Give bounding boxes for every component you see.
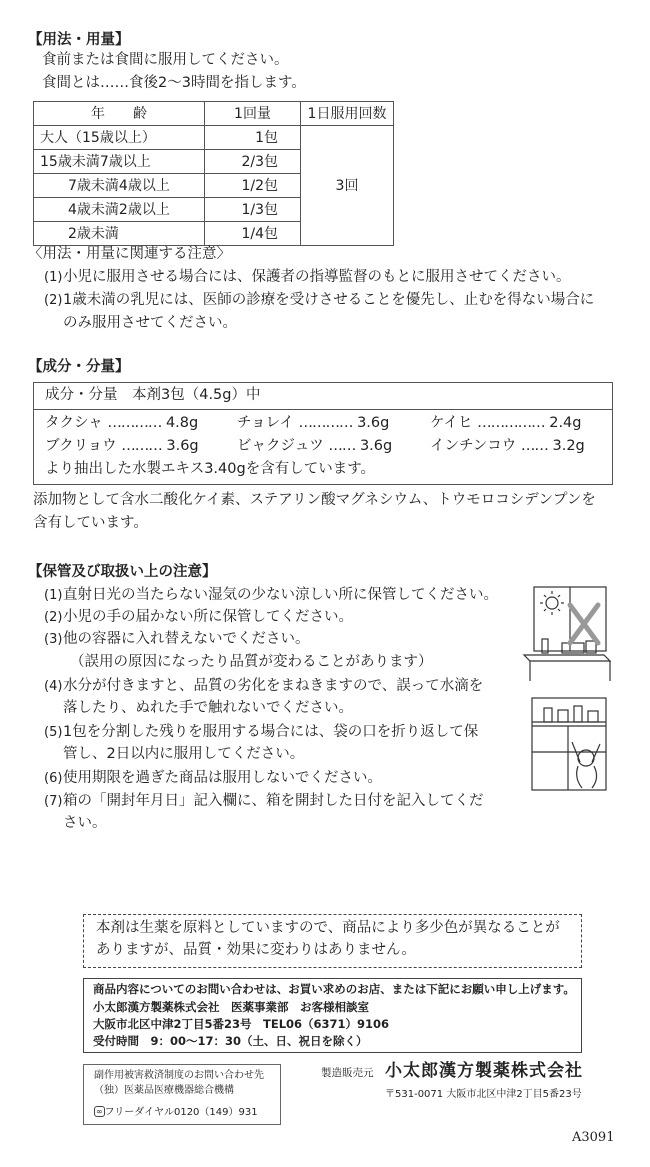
ingredient-amount: 3.6g	[357, 415, 390, 431]
ingredient-name: ビャクジュツ	[237, 438, 324, 454]
relief-system-box	[83, 1064, 281, 1125]
caution-item-2	[44, 290, 594, 312]
ingredient-name: インチンコウ	[430, 438, 517, 454]
storage-text: 箱の「開封年月日」記入欄に、箱を開封した日付を記入してくだ	[63, 793, 484, 809]
notice-line-2: ありますが、品質・効果に変わりはありません。	[96, 942, 416, 958]
ingredient-name: ブクリョウ	[45, 438, 117, 454]
ingredient-item	[237, 412, 389, 435]
sun-icon	[546, 597, 558, 609]
dose-cell: 1/3包	[205, 198, 301, 222]
age-cell: 2歳未満	[34, 222, 205, 246]
storage-heading: 【保管及び取扱い上の注意】	[28, 564, 217, 580]
times-header: 1日服用回数	[301, 102, 394, 126]
caution-text: 小児に服用させる場合には、保護者の指導監督のもとに服用させてください。	[63, 269, 571, 285]
table-row	[34, 126, 394, 150]
storage-num: (5)	[44, 725, 63, 740]
times-cell: 3回	[301, 126, 394, 246]
caution-heading: 〈用法・用量に関連する注意〉	[28, 246, 231, 262]
storage-text-cont: 落したり、ぬれた手で触れないでください。	[63, 700, 353, 716]
ingredient-amount: 3.6g	[359, 438, 393, 454]
storage-text: 1包を分割した残りを服用する場合には、袋の口を折り返して保	[63, 724, 479, 740]
ingredient-dots: …………	[107, 415, 162, 431]
document-code: A3091	[572, 1130, 615, 1145]
ingredients-title-box	[33, 382, 613, 410]
ingredient-item	[237, 435, 392, 458]
relief-line-1: 副作用被害救済制度のお問い合わせ先	[94, 1070, 264, 1081]
storage-text-cont: （誤用の原因になったり品質が変わることがあります）	[70, 654, 433, 670]
maker-address: 〒531-0071 大阪市北区中津2丁目5番23号	[385, 1089, 582, 1100]
storage-text: 直射日光の当たらない湿気の少ない涼しい所に保管してください。	[63, 587, 498, 603]
ingredients-box-title: 成分・分量 本剤3包（4.5g）中	[45, 387, 261, 403]
ingredient-name: チョレイ	[237, 415, 294, 431]
ingredient-item	[45, 412, 198, 435]
dosage-table	[33, 101, 394, 246]
ingredient-dots: ……	[520, 438, 548, 454]
notice-line-1: 本剤は生薬を原料としていますので、商品により多少色が異なることが	[96, 920, 560, 936]
dosage-line-2: 食間とは……食後2〜3時間を指します。	[42, 75, 306, 91]
storage-text-cont: さい。	[63, 815, 107, 831]
storage-text: 他の容器に入れ替えないでください。	[63, 631, 310, 647]
ingredient-item	[45, 435, 199, 458]
caution-text: 1歳未満の乳児には、医師の診療を受けさせることを優先し、止むを得ない場合に	[63, 292, 595, 308]
dose-cell: 1/2包	[205, 174, 301, 198]
age-cell: 4歳未満2歳以上	[34, 198, 205, 222]
cross-mark-icon	[570, 605, 598, 643]
ingredient-dots: …………	[298, 415, 353, 431]
ingredient-item	[430, 412, 581, 435]
caution-item-1	[44, 267, 571, 289]
ingredient-name: ケイヒ	[430, 415, 473, 431]
storage-text: 水分が付きますと、品質の劣化をまねきますので、誤って水滴を	[63, 678, 484, 694]
ingredient-dots: ………	[121, 438, 162, 454]
age-header: 年 齢	[34, 102, 205, 126]
ingredients-extract: より抽出した水製エキス3.40gを含有しています。	[45, 461, 376, 477]
contact-line-2: 小太郎漢方製薬株式会社 医薬事業部 お客様相談室	[93, 1000, 369, 1014]
dosage-table-header	[34, 102, 394, 126]
additive-line-2: 含有しています。	[33, 515, 148, 531]
ingredients-heading: 【成分・分量】	[28, 359, 130, 375]
sunlight-window-illustration	[522, 585, 614, 683]
storage-item-4	[44, 676, 483, 698]
relief-phone-number: フリーダイヤル0120（149）931	[104, 1107, 258, 1118]
storage-item-6	[44, 768, 382, 790]
storage-num: (1)	[44, 588, 63, 603]
maker-label: 製造販売元	[321, 1067, 374, 1079]
ingredient-name: タクシャ	[45, 415, 103, 431]
child-shelf-illustration	[530, 696, 610, 792]
age-cell: 7歳未満4歳以上	[34, 174, 205, 198]
age-cell: 15歳未満7歳以上	[34, 150, 205, 174]
storage-item-2	[44, 607, 353, 629]
storage-text: 使用期限を過ぎた商品は服用しないでください。	[63, 770, 382, 786]
ingredient-amount: 3.6g	[166, 438, 199, 454]
caution-num: (2)	[44, 293, 63, 308]
dose-header: 1回量	[205, 102, 301, 126]
storage-num: (4)	[44, 679, 63, 694]
ingredient-item	[430, 435, 585, 458]
contact-box	[83, 978, 582, 1053]
storage-text: 小児の手の届かない所に保管してください。	[63, 609, 353, 625]
contact-line-1: 商品内容についてのお問い合わせは、お買い求めのお店、または下記にお願い申し上げます。	[93, 982, 575, 996]
caution-num: (1)	[44, 270, 63, 285]
dosage-line-1: 食前または食間に服用してください。	[42, 52, 289, 68]
contact-address: 大阪市北区中津2丁目5番23号 TEL06（6371）9106	[93, 1017, 390, 1031]
ingredient-amount: 2.4g	[549, 415, 582, 431]
storage-item-3	[44, 629, 310, 651]
caution-text-cont: のみ服用させてください。	[63, 315, 237, 331]
storage-item-7	[44, 791, 484, 813]
cabinet-icon	[532, 698, 606, 790]
storage-num: (7)	[44, 794, 63, 809]
storage-num: (2)	[44, 610, 63, 625]
dosage-heading: 【用法・用量】	[28, 32, 130, 48]
ingredient-dots: ……………	[477, 415, 545, 431]
relief-phone	[94, 1105, 258, 1121]
age-cell: 大人（15歳以上）	[34, 126, 205, 150]
relief-line-2: （独）医薬品医療機器総合機構	[94, 1085, 234, 1096]
dose-cell: 1包	[205, 126, 301, 150]
maker-name: 小太郎漢方製薬株式会社	[385, 1061, 583, 1081]
color-notice-box	[83, 914, 582, 968]
ingredients-list-box	[33, 408, 613, 485]
storage-text-cont: 管し、2日以内に服用してください。	[63, 746, 305, 762]
free-dial-icon: ∞	[96, 1107, 103, 1116]
storage-item-5	[44, 722, 478, 744]
ingredient-amount: 4.8g	[165, 415, 199, 431]
contact-hours: 受付時間 9：00〜17：30（土、日、祝日を除く）	[93, 1034, 368, 1048]
ingredient-dots: ……	[328, 438, 356, 454]
additive-line-1: 添加物として含水二酸化ケイ素、ステアリン酸マグネシウム、トウモロコシデンプンを	[33, 492, 596, 508]
dose-cell: 1/4包	[205, 222, 301, 246]
storage-num: (6)	[44, 771, 63, 786]
storage-num: (3)	[44, 632, 63, 647]
storage-item-1	[44, 585, 498, 607]
dose-cell: 2/3包	[205, 150, 301, 174]
ingredient-amount: 3.2g	[552, 438, 585, 454]
